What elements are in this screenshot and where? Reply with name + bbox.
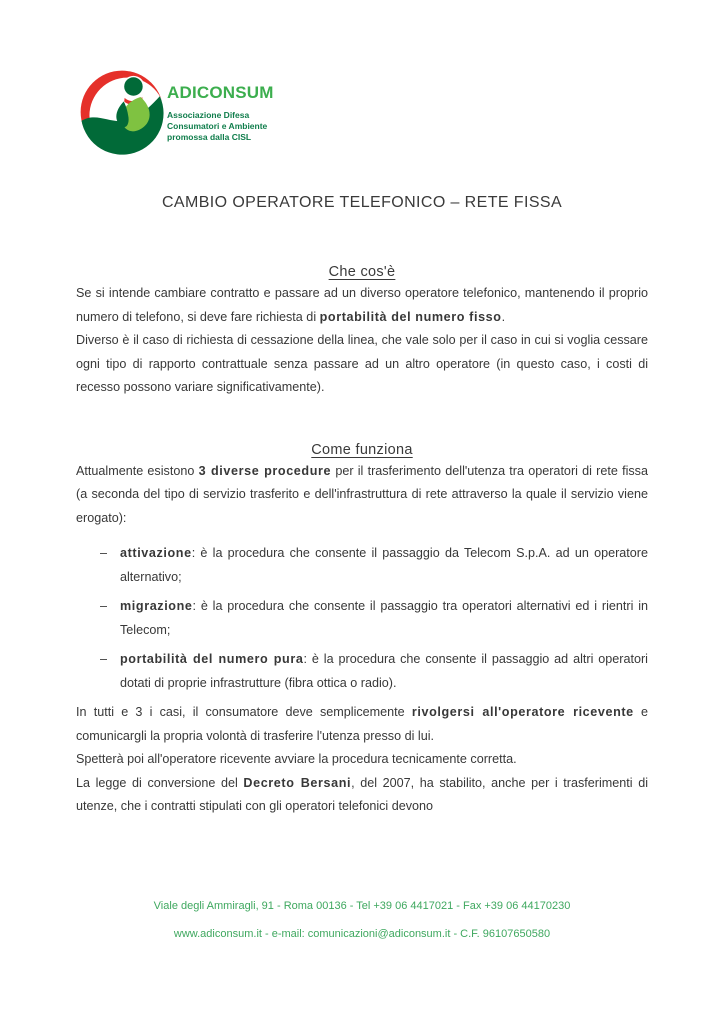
document-title: CAMBIO OPERATORE TELEFONICO – RETE FISSA <box>161 194 563 211</box>
text-run: Spetterà poi all'operatore ricevente avviare la procedura tecnicamente corretta. <box>76 752 517 766</box>
paragraph-portabilita <box>76 282 648 329</box>
text-run: : è la procedura che consente il passaggio da Telecom S.p.A. ad un operatore alternativo; <box>120 546 648 584</box>
footer-address-line: Viale degli Ammiragli, 91 - Roma 00136 - Tel +39 06 4417021 - Fax +39 06 44170230 <box>153 900 571 912</box>
paragraph-procedure <box>76 460 648 531</box>
bullet-dash: – <box>100 546 108 560</box>
document-content <box>76 193 648 819</box>
list-item-portabilita-pura <box>76 648 648 695</box>
text-run: In tutti e 3 i casi, il consumatore deve semplicemente <box>76 705 412 719</box>
text-run: Attualmente esistono <box>76 463 199 478</box>
text-run: Se si intende cambiare contratto e passare ad un diverso operatore telefonico, mantenendo il proprio numero di telefono, si deve fare richiesta di <box>76 286 648 324</box>
text-run: : è la procedura che consente il passaggio ad altri operatori dotati di proprie infrastrutture (fibra ottica o radio). <box>120 652 648 690</box>
adiconsum-logo-icon <box>78 68 166 156</box>
list-item-attivazione <box>76 542 648 589</box>
section-heading-come-funziona <box>76 441 648 460</box>
logo-text <box>167 83 297 143</box>
paragraph-cessazione <box>76 329 648 400</box>
text-run-bold: rivolgersi all'operatore ricevente <box>411 705 634 719</box>
section-heading-text: Che cos'è <box>328 264 396 280</box>
bullet-dash: – <box>100 599 108 613</box>
text-run: : è la procedura che consente il passaggio tra operatori alternativi ed i rientri in Telecom; <box>120 599 648 637</box>
text-run-bold: portabilità del numero pura <box>120 652 304 666</box>
list-item-migrazione <box>76 595 648 642</box>
text-run: , del 2007, ha stabilito, anche per i trasferimenti di utenze, che i contratti stipulati con gli operatori telefonici devono <box>76 775 648 813</box>
logo-tagline-line: promossa dalla CISL <box>167 132 252 142</box>
text-run-bold: 3 diverse procedure <box>198 463 332 478</box>
logo-tagline-line: Consumatori e Ambiente <box>167 121 268 131</box>
text-run: Diverso è il caso di richiesta di cessazione della linea, che vale solo per il caso in cui si voglia cessare ogni tipo di rapporto contrattuale senza passare ad un altro operatore (in questo caso, i costi di recesso possono variare significativamente). <box>76 333 648 394</box>
logo-tagline-line: Associazione Difesa <box>167 110 250 120</box>
logo-brand: ADICONSUM <box>167 83 274 102</box>
section-heading-che-cose <box>76 263 648 282</box>
section-heading-text: Come funziona <box>311 441 413 458</box>
paragraph-operatore-ricevente <box>76 701 648 748</box>
text-run: e comunicargli la propria volontà di trasferire l'utenza presso di lui. <box>76 705 648 743</box>
footer-contact-line: www.adiconsum.it - e-mail: comunicazioni@adiconsum.it - C.F. 96107650580 <box>173 928 551 940</box>
paragraph-spettera <box>76 748 648 772</box>
page-footer <box>0 899 724 941</box>
text-run: per il trasferimento dell'utenza tra operatori di rete fissa (a seconda del tipo di servizio trasferito e dell'infrastruttura di rete attraverso la quale il servizio viene erogato): <box>76 463 648 525</box>
procedure-list <box>76 542 648 695</box>
text-run: . <box>501 309 506 324</box>
paragraph-decreto-bersani <box>76 772 648 819</box>
bullet-dash: – <box>100 652 108 666</box>
text-run: La legge di conversione del <box>76 775 244 790</box>
text-run-bold: migrazione <box>120 599 193 613</box>
text-run-bold: attivazione <box>120 546 192 560</box>
text-run-bold: Decreto Bersani <box>243 775 352 790</box>
logo-tagline <box>167 110 297 143</box>
text-run-bold: portabilità del numero fisso <box>319 309 502 324</box>
